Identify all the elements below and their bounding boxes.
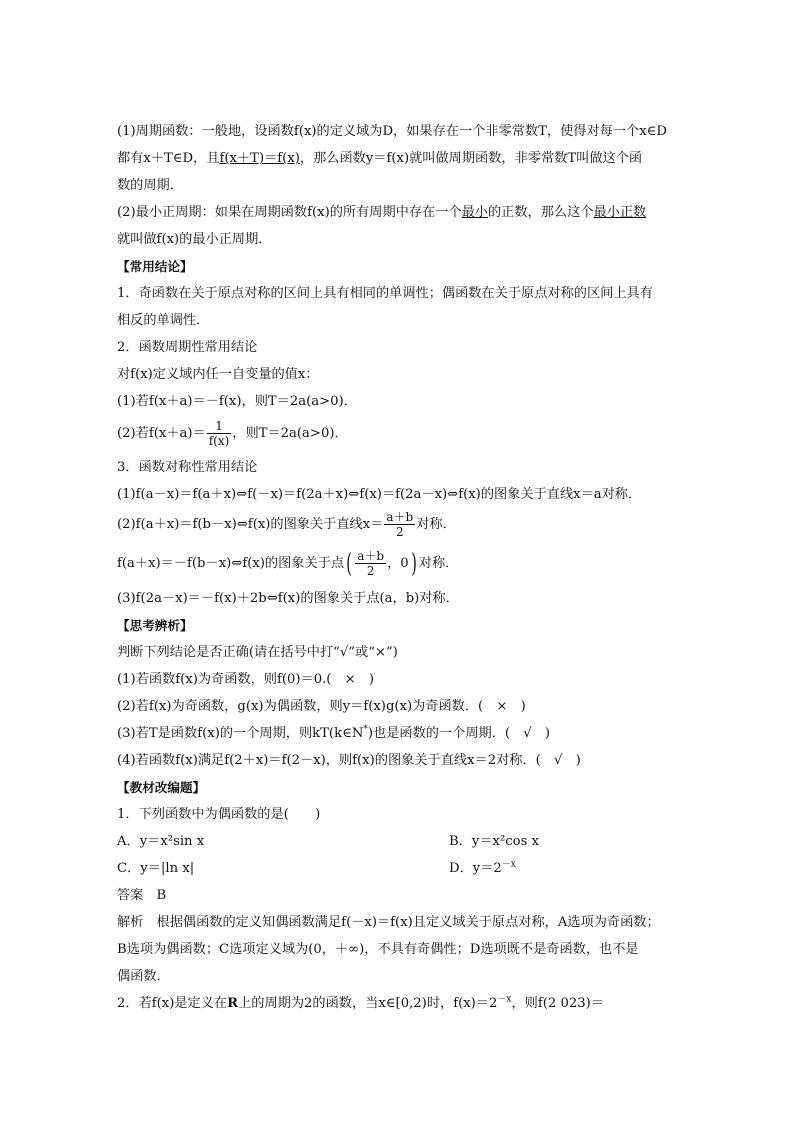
option-d: D．$y=2^{-x}$ xyxy=(449,859,516,876)
conclusion-3-title: 3．函数对称性常用结论 xyxy=(117,460,258,475)
periodic-definition-line-3: 数的周期． xyxy=(117,178,183,193)
problem-1-explanation-2: B选项为偶函数；C选项定义域为(0，＋∞)，不具有奇偶性；D选项既不是奇函数，也不是 xyxy=(117,942,639,957)
option-c: C．y＝|ln x| xyxy=(117,861,195,876)
min-period-line-2: 就叫做f(x)的最小正周期． xyxy=(117,232,272,247)
conclusion-2-item-1: (1)若f(x＋a)＝－f(x)，则T＝2a(a>0)． xyxy=(117,394,357,409)
reflection-question-2: (2)若f(x)为奇函数，g(x)为偶函数，则y＝f(x)g(x)为奇函数．( × ) xyxy=(117,699,526,714)
reflection-intro: 判断下列结论是否正确(请在括号中打“√”或“×”) xyxy=(117,645,398,660)
periodic-condition-underlined: f(x＋T)＝f(x) xyxy=(219,151,300,166)
problem-1-explanation-1: 解析 根据偶函数的定义知偶函数满足f(－x)＝f(x)且定义域关于原点对称，A选项为奇函数； xyxy=(117,915,660,930)
problem-1-question: 1．下列函数中为偶函数的是( ) xyxy=(117,807,321,822)
conclusion-2-item-2: (2)若f(x＋a)＝ $\frac{1}{f(x)}$ ，则T＝2a(a>0)． xyxy=(117,419,348,448)
underlined-smallest: 最小 xyxy=(461,205,488,220)
problem-2-question: 2．若f(x)是定义在R上的周期为2的函数，当x∈[0,2)时，$f(x)=2^{-x}$，则f(2 023)＝ xyxy=(117,994,604,1011)
conclusion-1-line-2: 相反的单调性． xyxy=(117,313,210,328)
right-big-paren: ) xyxy=(410,548,417,579)
fraction-a-plus-b-over-2: $\frac{a+b}{2}$ xyxy=(386,510,414,539)
conclusion-1-line-1: 1．奇函数在关于原点对称的区间上具有相同的单调性；偶函数在关于原点对称的区间上具有 xyxy=(117,286,653,301)
conclusion-2-intro: 对f(x)定义域内任一自变量的值x： xyxy=(117,367,319,382)
problem-1-answer: 答案 B xyxy=(117,888,167,903)
left-big-paren: ( xyxy=(346,548,352,579)
problem-1-explanation-3: 偶函数． xyxy=(117,969,170,984)
problem-1-options-cd xyxy=(117,858,687,880)
reflection-question-4: (4)若函数f(x)满足f(2＋x)＝f(2－x)，则f(x)的图象关于直线x＝2对称．( √ ) xyxy=(117,753,581,768)
conclusion-3-item-2: (2)f(a＋x)＝f(b－x)⇔f(x)的图象关于直线x＝ $\frac{a+b}{2}$ 对称． xyxy=(117,510,456,539)
fraction-point-x: $\frac{a+b}{2}$ xyxy=(357,549,385,578)
fraction-one-over-fx: $\frac{1}{f(x)}$ xyxy=(208,419,230,448)
underlined-smallest-positive: 最小正数 xyxy=(593,205,647,220)
min-period-line-1: (2)最小正周期：如果在周期函数f(x)的所有周期中存在一个最小的正数，那么这个最小正数 xyxy=(117,205,647,220)
reflection-question-3: (3)若T是函数f(x)的一个周期，则kT(k∈N*)也是函数的一个周期．( √ ) xyxy=(117,724,550,741)
option-a: A．y＝x²sin x xyxy=(117,834,205,849)
periodic-definition-line-1: (1)周期函数：一般地，设函数f(x)的定义域为D，如果存在一个非零常数T，使得对每一个x∈D xyxy=(117,124,667,139)
periodic-definition-line-2: 都有x＋T∈D，且f(x＋T)＝f(x)，那么函数y＝f(x)就叫做周期函数，非零常数T叫做这个函 xyxy=(117,151,643,166)
common-conclusions-heading: 【常用结论】 xyxy=(117,259,193,274)
reflection-heading: 【思考辨析】 xyxy=(117,618,193,633)
textbook-heading: 【教材改编题】 xyxy=(117,780,206,795)
conclusion-2-title: 2．函数周期性常用结论 xyxy=(117,340,258,355)
problem-1-options-ab xyxy=(117,831,687,853)
conclusion-3-item-1: (1)f(a－x)＝f(a＋x)⇔f(－x)＝f(2a＋x)⇔f(x)＝f(2a－x)⇔f(x)的图象关于直线x＝a对称． xyxy=(117,487,642,502)
reflection-question-1: (1)若函数f(x)为奇函数，则f(0)＝0.( × ) xyxy=(117,672,375,687)
conclusion-3-item-4: (3)f(2a－x)＝－f(x)＋2b⇔f(x)的图象关于点(a，b)对称． xyxy=(117,591,459,606)
option-b: B．y＝x²cos x xyxy=(449,834,539,849)
conclusion-3-item-3: f(a＋x)＝－f(b－x)⇔f(x)的图象关于点( $\frac{a+b}{2}$ ，0) 对称． xyxy=(117,548,459,579)
